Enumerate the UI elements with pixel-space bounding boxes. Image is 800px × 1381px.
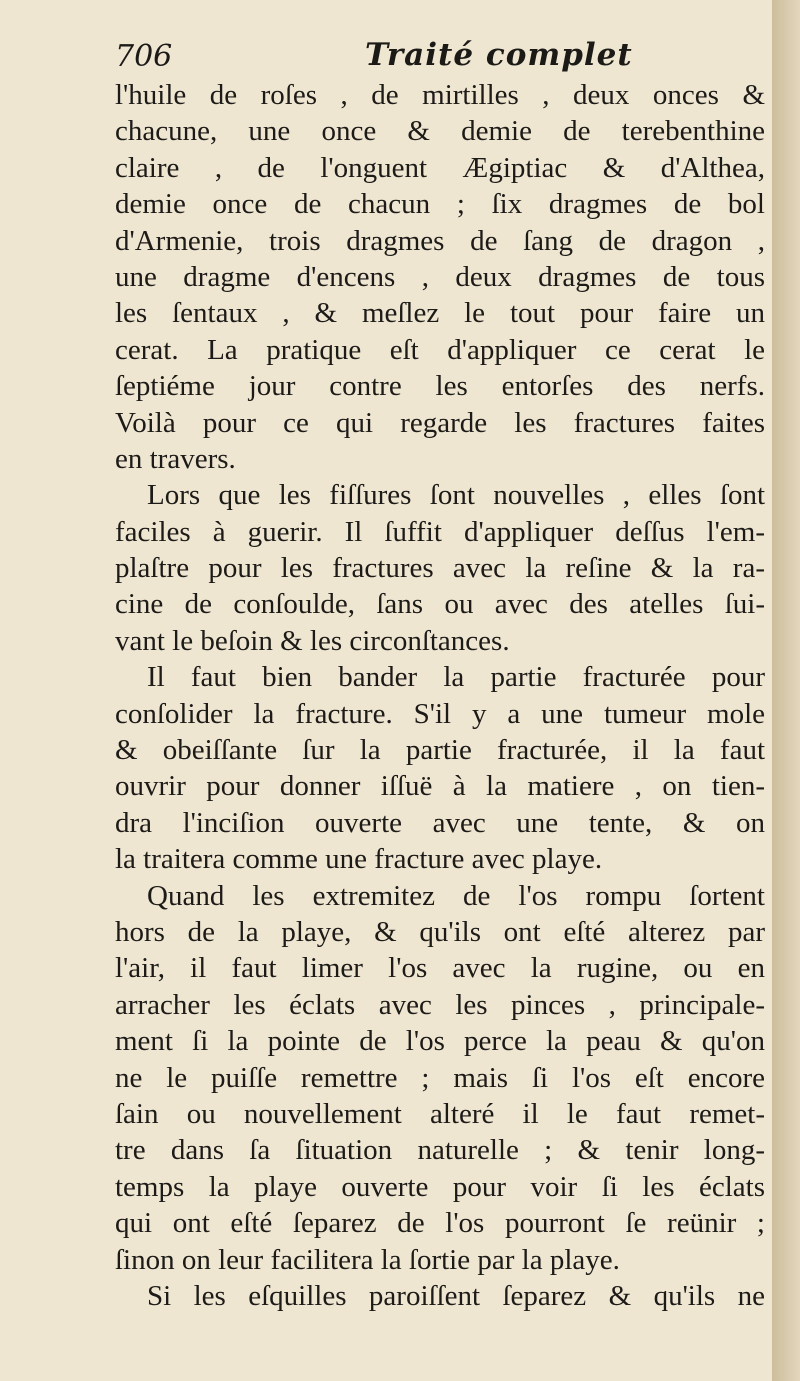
text-line: Si les eſquilles paroiſſent ſeparez & qu'ils ne bbox=[147, 1279, 765, 1312]
text-line: l'huile de roſes , de mirtilles , deux onces & bbox=[115, 79, 765, 111]
text-line: Quand les extremitez de l'os rompu ſortent bbox=[147, 879, 765, 912]
text-line: dra l'inciſion ouverte avec une tente, & on bbox=[115, 806, 765, 839]
running-title: Traité complet bbox=[365, 37, 633, 73]
paragraph bbox=[115, 1278, 765, 1314]
text-line: qui ont eſté ſeparez de l'os pourront ſe reünir ; bbox=[115, 1207, 765, 1240]
text-line: ment ſi la pointe de l'os perce la peau & qu'on bbox=[115, 1025, 765, 1058]
text-line: Voilà pour ce qui regarde les fractures faites bbox=[115, 406, 765, 439]
text-line: cine de conſoulde, ſans ou avec des atelles ſui- bbox=[115, 588, 765, 621]
text-line: plaſtre pour les fractures avec la reſine & la ra- bbox=[115, 552, 765, 585]
paragraph bbox=[115, 477, 765, 659]
text-line: Lors que les fiſſures ſont nouvelles , elles ſont bbox=[147, 479, 765, 512]
text-line: temps la playe ouverte pour voir ſi les éclats bbox=[115, 1170, 765, 1203]
text-line: en travers. bbox=[115, 442, 236, 475]
text-line: l'air, il faut limer l'os avec la rugine, ou en bbox=[115, 952, 765, 985]
text-line: arracher les éclats avec les pinces , principale- bbox=[115, 988, 765, 1021]
paragraph bbox=[115, 659, 765, 877]
text-line: ouvrir pour donner iſſuë à la matiere , on tien- bbox=[115, 770, 765, 803]
text-line: claire , de l'onguent Ægiptiac & d'Althea, bbox=[115, 151, 765, 184]
text-line: la traitera comme une fracture avec playe. bbox=[115, 843, 603, 876]
text-line: ſeptiéme jour contre les entorſes des nerfs. bbox=[115, 370, 765, 403]
text-line: les ſentaux , & meſlez le tout pour faire un bbox=[115, 297, 765, 330]
paragraph bbox=[115, 77, 765, 477]
text-line: ne le puiſſe remettre ; mais ſi l'os eſt encore bbox=[115, 1061, 765, 1094]
text-line: vant le beſoin & les circonſtances. bbox=[115, 624, 510, 657]
text-line: ſinon on leur facilitera la ſortie par la playe. bbox=[115, 1243, 620, 1276]
text-line: cerat. La pratique eſt d'appliquer ce cerat le bbox=[115, 333, 765, 366]
text-line: & obeiſſante ſur la partie fracturée, il la faut bbox=[115, 734, 765, 767]
text-line: une dragme d'encens , deux dragmes de tous bbox=[115, 260, 765, 293]
text-line: faciles à guerir. Il ſuffit d'appliquer deſſus l'em- bbox=[115, 515, 765, 548]
page-number: 706 bbox=[115, 39, 173, 74]
text-line: conſolider la fracture. S'il y a une tumeur mole bbox=[115, 697, 765, 730]
text-line: hors de la playe, & qu'ils ont eſté alterez par bbox=[115, 915, 765, 948]
page-edge bbox=[772, 0, 800, 1381]
text-line: Il faut bien bander la partie fracturée pour bbox=[147, 661, 765, 694]
body-text bbox=[115, 77, 765, 1314]
text-line: demie once de chacun ; ſix dragmes de bol bbox=[115, 188, 765, 221]
text-line: tre dans ſa ſituation naturelle ; & tenir long- bbox=[115, 1134, 765, 1167]
text-line: ſain ou nouvellement alteré il le faut remet- bbox=[115, 1097, 765, 1130]
text-line: chacune, une once & demie de terebenthine bbox=[115, 115, 765, 148]
text-line: d'Armenie, trois dragmes de ſang de dragon , bbox=[115, 224, 765, 257]
paragraph bbox=[115, 878, 765, 1278]
